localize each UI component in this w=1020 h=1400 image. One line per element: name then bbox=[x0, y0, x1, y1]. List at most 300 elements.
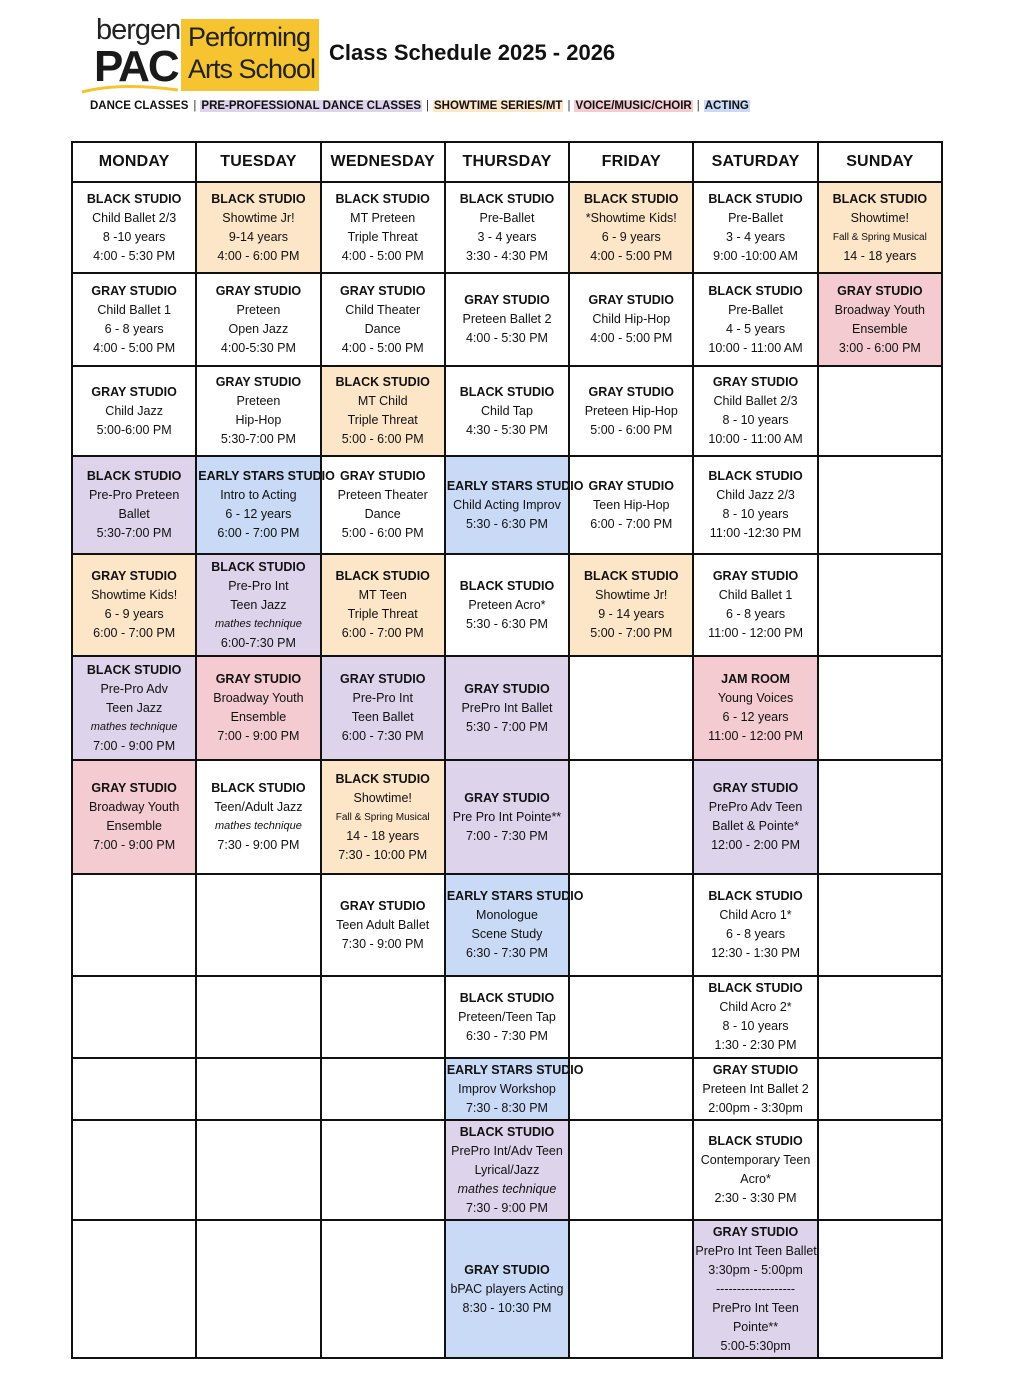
class-detail: 6:00 - 7:00 PM bbox=[341, 626, 424, 640]
class-detail: Intro to Acting bbox=[220, 488, 297, 502]
class-studio: GRAY STUDIO bbox=[339, 469, 426, 483]
class-detail: 6:00-7:30 PM bbox=[220, 635, 296, 650]
class-cell bbox=[321, 1220, 445, 1358]
class-detail: Scene Study bbox=[471, 927, 543, 941]
class-cell bbox=[569, 456, 693, 554]
class-detail: Pre-Pro Adv bbox=[100, 681, 168, 696]
class-detail: 8 - 10 years bbox=[722, 507, 789, 521]
class-cell bbox=[818, 182, 942, 273]
class-detail: Triple Threat bbox=[347, 413, 418, 427]
class-studio: GRAY STUDIO bbox=[339, 898, 426, 913]
class-cell bbox=[818, 366, 942, 456]
legend-showtime: SHOWTIME SERIES/MT bbox=[434, 100, 563, 112]
class-cell bbox=[321, 874, 445, 976]
schedule-row bbox=[72, 976, 942, 1058]
class-detail: Acro* bbox=[740, 1172, 771, 1186]
class-detail: 7:30 - 10:00 PM bbox=[338, 847, 428, 862]
class-detail: Ensemble bbox=[852, 321, 908, 336]
class-detail: Dance bbox=[364, 507, 401, 521]
class-detail: Pointe** bbox=[732, 1319, 779, 1334]
schedule-row bbox=[72, 1120, 942, 1220]
class-detail: Broadway Youth bbox=[213, 691, 304, 705]
logo-swoosh-icon bbox=[80, 84, 180, 94]
class-studio: BLACK STUDIO bbox=[335, 191, 430, 206]
schedule-row bbox=[72, 273, 942, 366]
class-detail: Showtime Kids! bbox=[91, 588, 178, 602]
logo-yellow-box bbox=[181, 19, 319, 91]
class-detail: 5:30-7:00 PM bbox=[220, 432, 296, 446]
class-cell bbox=[72, 554, 196, 656]
day-header-monday: MONDAY bbox=[72, 142, 196, 182]
schedule-row bbox=[72, 456, 942, 554]
class-studio: BLACK STUDIO bbox=[211, 781, 306, 795]
class-detail: 5:00-5:30pm bbox=[720, 1338, 791, 1353]
class-cell bbox=[693, 182, 817, 273]
class-detail: 4:00 - 6:00 PM bbox=[217, 248, 300, 263]
class-detail: 5:00-6:00 PM bbox=[96, 422, 172, 437]
class-studio: JAM ROOM bbox=[721, 672, 790, 686]
class-detail: Contemporary Teen bbox=[700, 1153, 811, 1167]
class-detail: 14 - 18 years bbox=[843, 248, 917, 263]
class-cell bbox=[445, 1220, 569, 1358]
class-detail: 9 - 14 years bbox=[598, 607, 665, 621]
class-detail: Pre-Pro Int bbox=[228, 578, 289, 593]
class-studio: GRAY STUDIO bbox=[91, 283, 177, 298]
class-studio: BLACK STUDIO bbox=[708, 191, 803, 206]
day-header-saturday: SATURDAY bbox=[693, 142, 817, 182]
class-cell bbox=[818, 1220, 942, 1358]
class-detail: 5:00 - 6:00 PM bbox=[341, 526, 424, 540]
class-studio: GRAY STUDIO bbox=[588, 478, 674, 493]
class-detail: 14 - 18 years bbox=[346, 828, 420, 843]
class-studio: EARLY STARS STUDIO bbox=[446, 478, 584, 493]
class-detail: Preteen Int Ballet 2 bbox=[702, 1081, 809, 1096]
class-cell bbox=[445, 874, 584, 976]
class-detail: 3:00 - 6:00 PM bbox=[838, 340, 921, 355]
class-detail: Child Jazz 2/3 bbox=[716, 488, 795, 502]
class-detail: 6 - 8 years bbox=[726, 607, 786, 621]
class-cell bbox=[321, 760, 445, 874]
class-cell bbox=[818, 1058, 942, 1120]
class-detail: 4:30 - 5:30 PM bbox=[465, 422, 548, 437]
class-technique-note: mathes technique bbox=[215, 820, 302, 832]
class-studio: BLACK STUDIO bbox=[459, 384, 555, 399]
class-studio: GRAY STUDIO bbox=[464, 1262, 550, 1277]
class-cell bbox=[693, 366, 817, 456]
class-cell bbox=[72, 760, 196, 874]
class-cell bbox=[321, 1120, 445, 1220]
class-detail: 8 - 10 years bbox=[722, 1019, 789, 1033]
class-cell bbox=[693, 1058, 817, 1120]
class-cell bbox=[72, 456, 196, 554]
class-detail: Triple Threat bbox=[347, 607, 418, 621]
class-detail: Teen Hip-Hop bbox=[593, 497, 670, 512]
class-detail: 1:30 - 2:30 PM bbox=[714, 1038, 797, 1052]
class-cell bbox=[72, 273, 196, 366]
schedule-row bbox=[72, 554, 942, 656]
class-cell bbox=[72, 1220, 196, 1358]
class-detail: ------------------- bbox=[716, 1281, 796, 1296]
class-cell bbox=[818, 554, 942, 656]
class-detail: Showtime! bbox=[850, 210, 910, 225]
class-cell bbox=[196, 760, 320, 874]
class-detail: 7:00 - 9:00 PM bbox=[217, 729, 300, 743]
color-legend bbox=[89, 100, 750, 112]
class-studio: BLACK STUDIO bbox=[459, 990, 555, 1005]
class-cell bbox=[693, 976, 817, 1058]
class-detail: 7:00 - 7:30 PM bbox=[465, 828, 548, 843]
class-detail: Preteen bbox=[236, 394, 281, 408]
class-studio: BLACK STUDIO bbox=[584, 191, 679, 206]
class-detail: *Showtime Kids! bbox=[585, 210, 677, 225]
class-cell bbox=[196, 273, 320, 366]
class-detail: Showtime Jr! bbox=[222, 210, 295, 225]
class-detail: Child Tap bbox=[481, 403, 533, 418]
class-detail: bPAC players Acting bbox=[450, 1281, 564, 1296]
class-cell bbox=[196, 366, 320, 456]
class-cell bbox=[569, 273, 693, 366]
class-detail: Child Acro 1* bbox=[719, 908, 792, 922]
class-cell bbox=[693, 1120, 817, 1220]
class-detail: 7:30 - 8:30 PM bbox=[465, 1100, 548, 1115]
class-cell bbox=[196, 656, 320, 760]
class-detail: Showtime! bbox=[353, 790, 412, 805]
class-studio: GRAY STUDIO bbox=[712, 1062, 799, 1077]
class-detail: Preteen bbox=[236, 302, 281, 317]
class-studio: BLACK STUDIO bbox=[584, 569, 679, 583]
schedule-row bbox=[72, 1058, 942, 1120]
class-studio: BLACK STUDIO bbox=[708, 981, 803, 995]
class-detail: 5:00 - 6:00 PM bbox=[590, 422, 673, 437]
class-detail: 6:00 - 7:00 PM bbox=[217, 526, 300, 540]
class-studio: BLACK STUDIO bbox=[708, 889, 803, 903]
schedule-row bbox=[72, 1220, 942, 1358]
class-cell bbox=[72, 182, 196, 273]
class-detail: PrePro Int Ballet bbox=[461, 700, 553, 715]
class-technique-note: mathes technique bbox=[90, 720, 178, 733]
class-studio: BLACK STUDIO bbox=[459, 578, 555, 593]
schedule-row bbox=[72, 874, 942, 976]
class-cell bbox=[693, 456, 817, 554]
class-studio: BLACK STUDIO bbox=[211, 191, 306, 206]
class-detail: Dance bbox=[364, 321, 401, 336]
class-studio: BLACK STUDIO bbox=[335, 569, 430, 583]
class-detail: Child Ballet 1 bbox=[97, 302, 171, 317]
class-detail: 10:00 - 11:00 AM bbox=[708, 340, 803, 355]
class-technique-note: mathes technique bbox=[457, 1181, 557, 1196]
class-detail: 6 - 9 years bbox=[601, 229, 661, 244]
class-detail: Child Theater bbox=[345, 302, 421, 317]
class-detail: 4:00 - 5:30 PM bbox=[93, 248, 176, 263]
class-note: Fall & Spring Musical bbox=[832, 231, 927, 243]
class-studio: GRAY STUDIO bbox=[339, 672, 426, 686]
class-detail: Broadway Youth bbox=[88, 800, 180, 814]
class-detail: Child Ballet 2/3 bbox=[713, 394, 798, 408]
day-header-friday: FRIDAY bbox=[569, 142, 693, 182]
class-studio: EARLY STARS STUDIO bbox=[446, 889, 584, 903]
logo-box-line1: Performing bbox=[188, 22, 311, 52]
class-cell bbox=[818, 760, 942, 874]
class-studio: BLACK STUDIO bbox=[832, 191, 928, 206]
class-cell bbox=[445, 456, 584, 554]
class-detail: 2:00pm - 3:30pm bbox=[708, 1100, 803, 1115]
day-header-thursday: THURSDAY bbox=[445, 142, 569, 182]
class-studio: GRAY STUDIO bbox=[588, 293, 674, 307]
class-cell bbox=[196, 182, 320, 273]
class-detail: Young Voices bbox=[717, 691, 794, 705]
class-studio: GRAY STUDIO bbox=[215, 672, 302, 686]
class-studio: GRAY STUDIO bbox=[712, 375, 799, 389]
class-cell bbox=[321, 182, 445, 273]
class-cell bbox=[569, 656, 693, 760]
legend-preprofessional: PRE-PROFESSIONAL DANCE CLASSES bbox=[201, 100, 422, 112]
class-detail: Pre-Ballet bbox=[728, 302, 783, 317]
class-cell bbox=[196, 456, 335, 554]
day-header-row bbox=[72, 142, 942, 182]
class-detail: Preteen/Teen Tap bbox=[458, 1009, 556, 1024]
class-cell bbox=[569, 366, 693, 456]
class-cell bbox=[445, 273, 569, 366]
class-detail: 9-14 years bbox=[228, 229, 288, 244]
class-cell bbox=[196, 1058, 320, 1120]
class-studio: GRAY STUDIO bbox=[588, 384, 674, 399]
class-cell bbox=[445, 1058, 584, 1120]
class-technique-note: mathes technique bbox=[215, 617, 302, 630]
class-cell bbox=[569, 1058, 693, 1120]
class-studio: EARLY STARS STUDIO bbox=[198, 469, 335, 483]
class-studio: BLACK STUDIO bbox=[459, 191, 555, 206]
class-cell bbox=[693, 656, 817, 760]
class-cell bbox=[445, 656, 569, 760]
class-detail: 6 - 9 years bbox=[104, 607, 164, 621]
class-detail: 8 - 10 years bbox=[722, 413, 789, 427]
class-detail: 7:30 - 9:00 PM bbox=[341, 936, 424, 951]
class-detail: 6:00 - 7:00 PM bbox=[93, 626, 176, 640]
class-cell bbox=[72, 366, 196, 456]
class-cell bbox=[196, 554, 320, 656]
class-detail: Teen Ballet bbox=[351, 710, 414, 724]
class-detail: 4 - 5 years bbox=[726, 321, 786, 336]
class-detail: 4:00 - 5:00 PM bbox=[590, 248, 673, 263]
schedule-row bbox=[72, 760, 942, 874]
class-detail: 6 - 8 years bbox=[104, 321, 164, 336]
class-studio: GRAY STUDIO bbox=[712, 781, 799, 795]
schedule-row bbox=[72, 182, 942, 273]
class-detail: Child Ballet 1 bbox=[718, 588, 793, 602]
class-studio: GRAY STUDIO bbox=[91, 569, 177, 583]
schedule-body bbox=[72, 182, 942, 1358]
class-studio: GRAY STUDIO bbox=[712, 1224, 799, 1239]
class-cell bbox=[693, 273, 817, 366]
class-detail: 6:30 - 7:30 PM bbox=[465, 1028, 548, 1043]
class-detail: Showtime Jr! bbox=[595, 588, 668, 602]
class-detail: 4:00 - 5:00 PM bbox=[93, 340, 176, 355]
class-detail: 4:00 - 5:30 PM bbox=[465, 331, 548, 345]
class-detail: PrePro Adv Teen bbox=[708, 800, 803, 814]
class-cell bbox=[818, 874, 942, 976]
class-detail: 7:30 - 9:00 PM bbox=[217, 838, 300, 852]
schedule-row bbox=[72, 366, 942, 456]
class-cell bbox=[569, 1120, 693, 1220]
class-cell bbox=[569, 976, 693, 1058]
class-detail: Pre-Pro Preteen bbox=[88, 488, 180, 502]
class-studio: BLACK STUDIO bbox=[708, 469, 803, 483]
class-detail: Teen Adult Ballet bbox=[336, 917, 430, 932]
class-detail: Ballet & Pointe* bbox=[712, 819, 799, 833]
class-cell bbox=[693, 1220, 817, 1358]
class-cell bbox=[445, 760, 569, 874]
class-studio: BLACK STUDIO bbox=[335, 375, 430, 389]
class-detail: 3:30 - 4:30 PM bbox=[465, 248, 548, 263]
class-detail: 9:00 -10:00 AM bbox=[713, 248, 798, 263]
class-cell bbox=[445, 554, 569, 656]
class-detail: 7:30 - 9:00 PM bbox=[465, 1200, 548, 1215]
class-detail: Preteen Acro* bbox=[468, 597, 546, 612]
class-detail: Child Jazz bbox=[105, 403, 163, 418]
logo-brand-top: bergen bbox=[96, 14, 181, 46]
class-detail: 5:30 - 7:00 PM bbox=[465, 719, 548, 734]
class-cell bbox=[569, 874, 693, 976]
class-cell bbox=[445, 1120, 569, 1220]
class-cell bbox=[196, 1220, 320, 1358]
class-detail: 3:30pm - 5:00pm bbox=[708, 1262, 803, 1277]
bergenpac-logo[interactable] bbox=[80, 14, 320, 90]
page-title: Class Schedule 2025 - 2026 bbox=[329, 40, 616, 65]
class-detail: MT Preteen bbox=[350, 210, 416, 225]
class-detail: 5:00 - 6:00 PM bbox=[341, 432, 424, 446]
logo-box-line2: Arts School bbox=[188, 54, 316, 84]
class-detail: 5:30 - 6:30 PM bbox=[465, 516, 548, 531]
class-cell bbox=[72, 656, 196, 760]
class-studio: BLACK STUDIO bbox=[459, 1124, 555, 1139]
class-studio: EARLY STARS STUDIO bbox=[446, 1062, 584, 1077]
class-detail: 6 - 12 years bbox=[225, 507, 292, 521]
class-detail: Child Acro 2* bbox=[719, 1000, 792, 1014]
class-detail: 10:00 - 11:00 AM bbox=[708, 432, 803, 446]
class-cell bbox=[196, 1120, 320, 1220]
day-header-sunday: SUNDAY bbox=[818, 142, 942, 182]
class-schedule-table bbox=[71, 141, 943, 1359]
class-detail: 4:00 - 5:00 PM bbox=[341, 248, 424, 263]
legend-dance: DANCE CLASSES bbox=[90, 100, 189, 112]
class-detail: 3 - 4 years bbox=[477, 229, 537, 244]
class-detail: Preteen Ballet 2 bbox=[462, 312, 552, 326]
class-studio: GRAY STUDIO bbox=[464, 790, 550, 805]
class-cell bbox=[569, 182, 693, 273]
class-studio: BLACK STUDIO bbox=[708, 283, 803, 298]
class-detail: 7:00 - 9:00 PM bbox=[93, 838, 176, 852]
class-detail: 4:00-5:30 PM bbox=[220, 340, 296, 355]
class-cell bbox=[72, 976, 196, 1058]
class-cell bbox=[818, 1120, 942, 1220]
class-studio: BLACK STUDIO bbox=[335, 771, 430, 786]
class-detail: 5:00 - 7:00 PM bbox=[590, 626, 673, 640]
legend-separator: | bbox=[426, 100, 430, 112]
class-detail: 6:30 - 7:30 PM bbox=[465, 946, 548, 960]
class-cell bbox=[72, 1120, 196, 1220]
class-cell bbox=[569, 1220, 693, 1358]
class-cell bbox=[569, 554, 693, 656]
class-studio: GRAY STUDIO bbox=[215, 283, 302, 298]
class-cell bbox=[321, 656, 445, 760]
class-detail: 11:00 -12:30 PM bbox=[709, 526, 802, 540]
class-detail: Child Hip-Hop bbox=[592, 312, 671, 326]
class-cell bbox=[569, 760, 693, 874]
class-cell bbox=[818, 273, 942, 366]
class-cell bbox=[321, 1058, 445, 1120]
legend-voice: VOICE/MUSIC/CHOIR bbox=[575, 100, 692, 112]
class-detail: Child Acting Improv bbox=[453, 497, 561, 512]
class-studio: BLACK STUDIO bbox=[86, 662, 182, 677]
class-studio: GRAY STUDIO bbox=[339, 283, 426, 298]
class-studio: GRAY STUDIO bbox=[91, 384, 177, 399]
class-detail: 6 - 8 years bbox=[726, 927, 786, 941]
class-studio: GRAY STUDIO bbox=[837, 283, 923, 298]
class-detail: Hip-Hop bbox=[235, 413, 282, 427]
class-studio: GRAY STUDIO bbox=[91, 781, 177, 795]
class-detail: 4:00 - 5:00 PM bbox=[341, 340, 424, 355]
class-detail: Triple Threat bbox=[347, 229, 418, 244]
class-studio: GRAY STUDIO bbox=[464, 681, 550, 696]
class-detail: Ballet bbox=[118, 507, 150, 521]
class-cell bbox=[445, 182, 569, 273]
class-detail: MT Child bbox=[357, 394, 408, 408]
class-detail: 12:30 - 1:30 PM bbox=[711, 946, 801, 960]
class-studio: BLACK STUDIO bbox=[86, 469, 182, 483]
class-detail: 12:00 - 2:00 PM bbox=[711, 838, 801, 852]
class-detail: Monologue bbox=[476, 908, 538, 922]
class-cell bbox=[818, 976, 942, 1058]
class-studio: BLACK STUDIO bbox=[86, 191, 182, 206]
class-detail: Teen Jazz bbox=[230, 597, 287, 612]
class-detail: Preteen Hip-Hop bbox=[584, 403, 678, 418]
class-studio: BLACK STUDIO bbox=[708, 1134, 803, 1148]
class-detail: Ensemble bbox=[230, 710, 287, 724]
class-cell bbox=[72, 874, 196, 976]
logo-brand-bottom: PAC bbox=[94, 42, 178, 91]
class-cell bbox=[321, 976, 445, 1058]
class-detail: PrePro Int Teen Ballet bbox=[695, 1243, 817, 1258]
class-detail: Ensemble bbox=[106, 819, 162, 833]
legend-separator: | bbox=[696, 100, 700, 112]
class-detail: 8:30 - 10:30 PM bbox=[462, 1300, 552, 1315]
class-cell bbox=[693, 554, 817, 656]
class-studio: GRAY STUDIO bbox=[464, 293, 550, 307]
class-detail: Pre-Pro Int bbox=[352, 691, 413, 705]
class-note: Fall & Spring Musical bbox=[335, 811, 430, 823]
class-detail: Teen Jazz bbox=[106, 700, 163, 715]
class-detail: 8 -10 years bbox=[102, 229, 166, 244]
class-detail: Pre-Ballet bbox=[728, 210, 783, 225]
class-studio: GRAY STUDIO bbox=[712, 569, 799, 583]
class-detail: Pre-Ballet bbox=[479, 210, 535, 225]
class-cell bbox=[321, 366, 445, 456]
class-detail: 6:00 - 7:30 PM bbox=[341, 729, 424, 743]
class-studio: BLACK STUDIO bbox=[211, 559, 306, 574]
class-detail: Pre Pro Int Pointe** bbox=[452, 809, 562, 824]
class-detail: Child Ballet 2/3 bbox=[92, 210, 177, 225]
schedule-row bbox=[72, 656, 942, 760]
class-cell bbox=[818, 456, 942, 554]
class-detail: Teen/Adult Jazz bbox=[214, 800, 303, 814]
class-cell bbox=[445, 976, 569, 1058]
class-detail: 11:00 - 12:00 PM bbox=[708, 626, 804, 640]
class-detail: 7:00 - 9:00 PM bbox=[93, 738, 176, 753]
class-detail: Improv Workshop bbox=[458, 1081, 556, 1096]
class-cell bbox=[693, 760, 817, 874]
class-cell bbox=[321, 273, 445, 366]
class-cell bbox=[72, 1058, 196, 1120]
